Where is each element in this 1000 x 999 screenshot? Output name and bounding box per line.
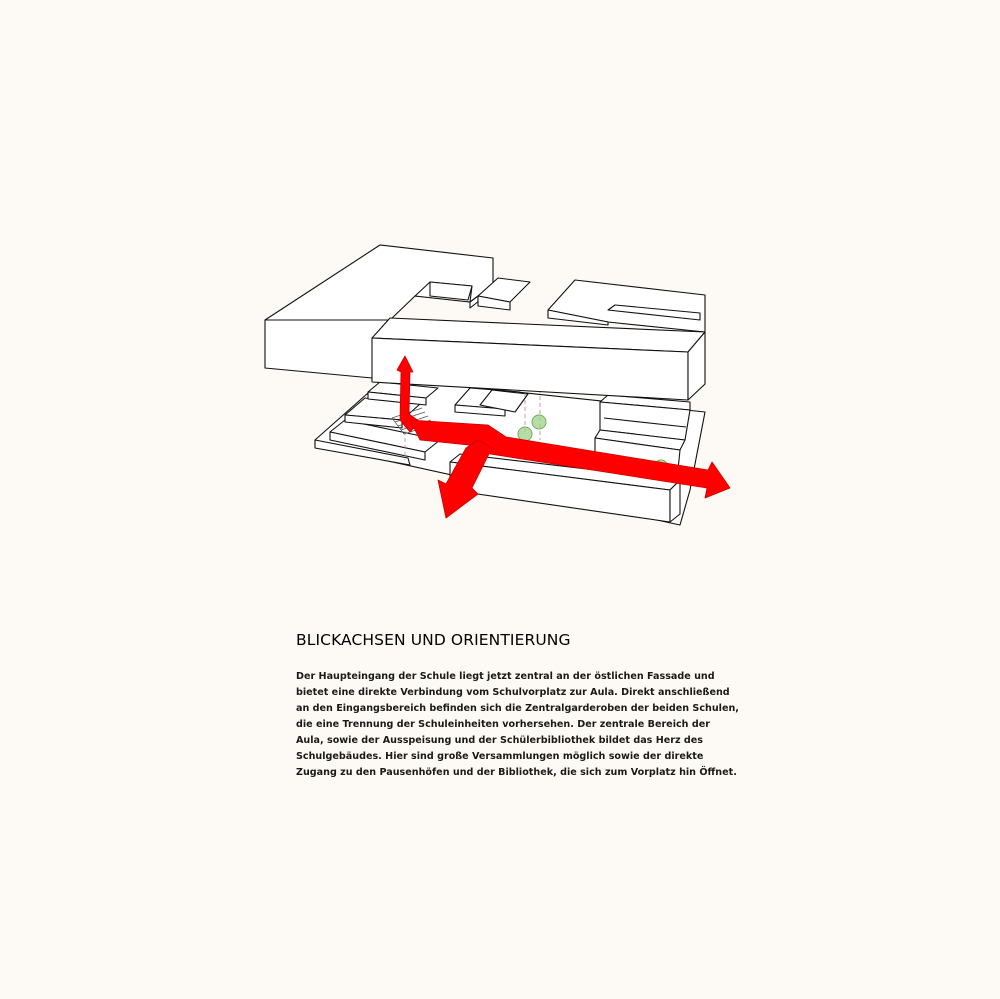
paragraph-line: Aula, sowie der Ausspeisung und der Schülerbibliothek bildet das Herz des bbox=[296, 735, 704, 746]
paragraph-line: bietet eine direkte Verbindung vom Schulvorplatz zur Aula. Direkt anschließend bbox=[296, 687, 730, 698]
description-paragraph bbox=[296, 669, 766, 781]
tree-icon bbox=[532, 415, 546, 429]
upper-volume-back-right bbox=[548, 280, 705, 332]
paragraph-line: Zugang zu den Pausenhöfen und der Bibliothek, die sich zum Vorplatz hin Öffnet. bbox=[296, 767, 737, 778]
paragraph-line: Schulgebäudes. Hier sind große Versammlungen möglich sowie der direkte bbox=[296, 751, 704, 762]
section-title: BLICKACHSEN UND ORIENTIERUNG bbox=[296, 631, 571, 649]
paragraph-line: an den Eingangsbereich befinden sich die Zentralgarderoben der beiden Schulen, bbox=[296, 703, 739, 714]
paragraph-line: Der Haupteingang der Schule liegt jetzt zentral an der östlichen Fassade und bbox=[296, 671, 715, 682]
paragraph-line: die eine Trennung der Schuleinheiten vorhersehen. Der zentrale Bereich der bbox=[296, 719, 710, 730]
